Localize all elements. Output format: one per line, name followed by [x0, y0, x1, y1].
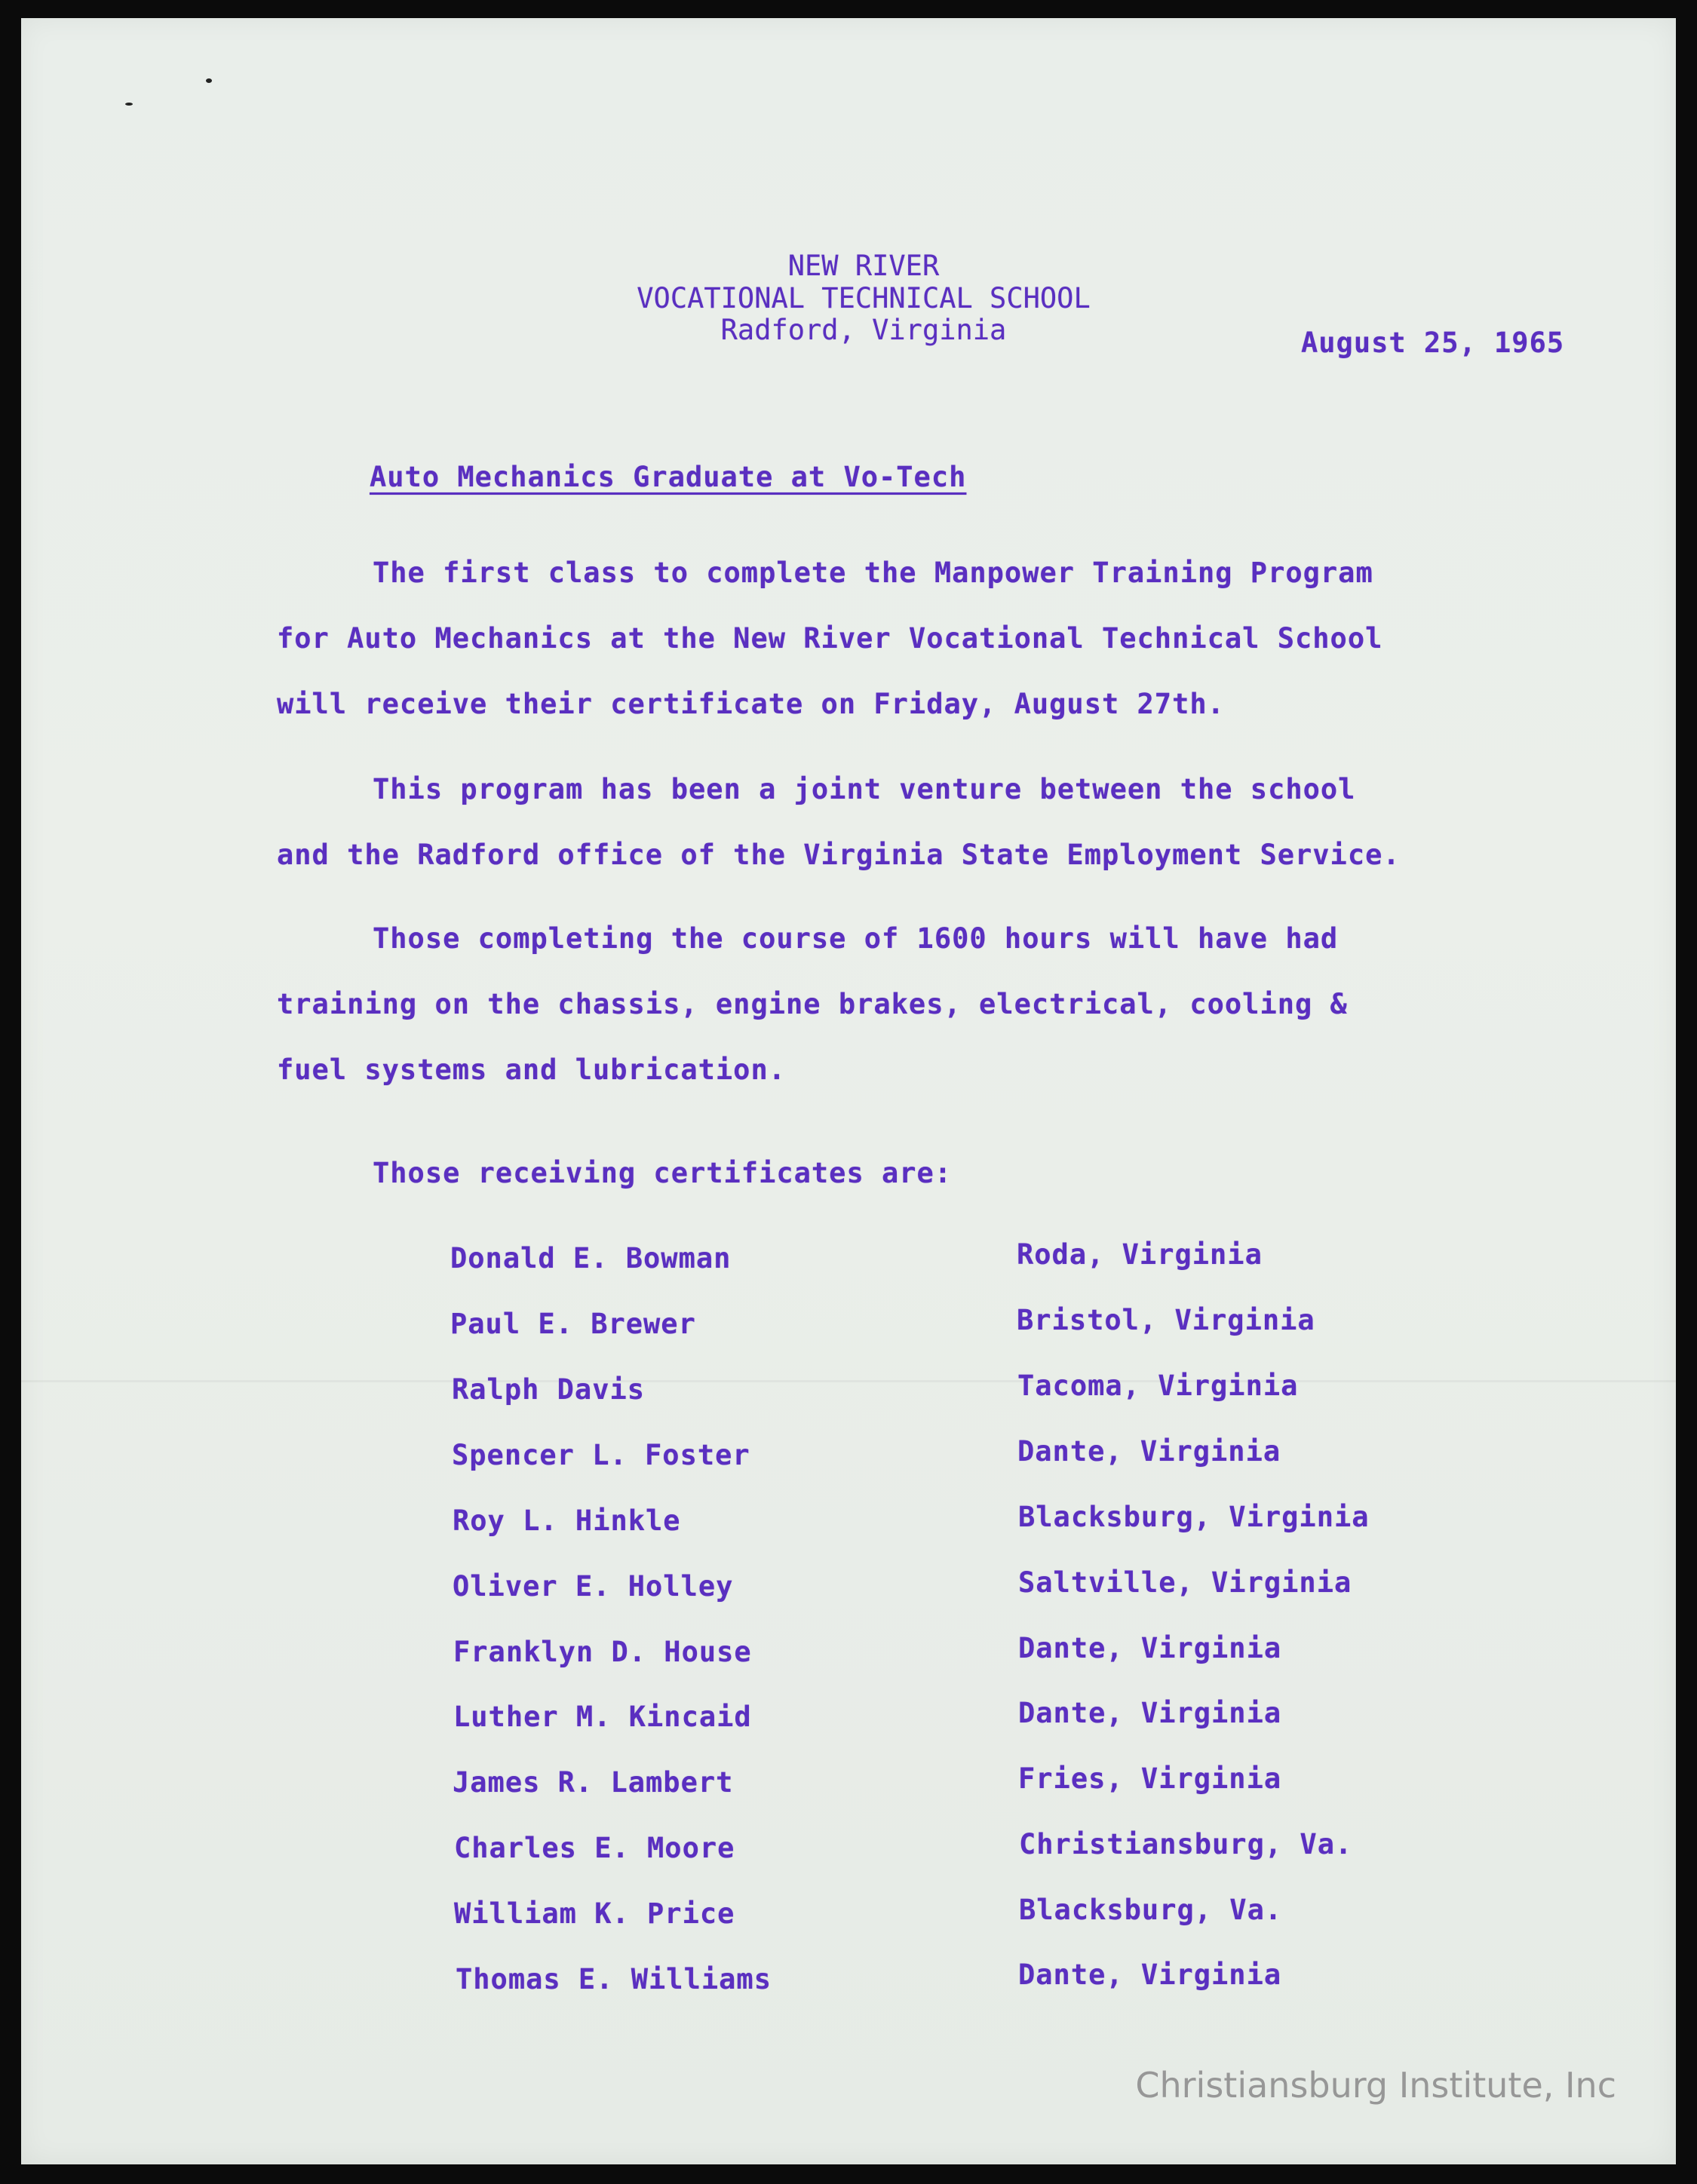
paragraph-2-line-1: This program has been a joint venture between the school [373, 773, 1356, 805]
archive-watermark: Christiansburg Institute, Inc [1135, 2065, 1616, 2106]
letter-date: August 25, 1965 [1301, 327, 1565, 359]
letterhead-school-type: VOCATIONAL TECHNICAL SCHOOL [637, 282, 1091, 314]
paragraph-3-line-3: fuel systems and lubrication. [277, 1054, 787, 1086]
graduate-name: Charles E. Moore [454, 1832, 735, 1864]
graduate-town: Christiansburg, Va. [1019, 1828, 1353, 1860]
paragraph-2-line-2: and the Radford office of the Virginia State Employment Service. [277, 839, 1401, 871]
graduate-town: Dante, Virginia [1018, 1632, 1282, 1664]
graduate-name: Thomas E. Williams [456, 1963, 772, 1995]
letterhead-location: Radford, Virginia [720, 314, 1007, 346]
paragraph-1-line-1: The first class to complete the Manpower Training Program [373, 557, 1373, 589]
graduate-name: William K. Price [454, 1897, 735, 1930]
graduate-town: Saltville, Virginia [1018, 1566, 1352, 1599]
paragraph-1-line-2: for Auto Mechanics at the New River Vocational Technical School [277, 622, 1383, 655]
graduate-town: Roda, Virginia [1017, 1238, 1263, 1271]
paper-speck [125, 103, 133, 106]
document-title: Auto Mechanics Graduate at Vo-Tech [370, 461, 967, 493]
graduate-name: Paul E. Brewer [450, 1308, 696, 1340]
graduate-town: Tacoma, Virginia [1017, 1370, 1299, 1402]
graduate-name: Oliver E. Holley [453, 1570, 734, 1603]
graduate-town: Blacksburg, Va. [1019, 1894, 1283, 1926]
graduate-town: Fries, Virginia [1018, 1762, 1282, 1795]
paper-speck [206, 78, 212, 83]
graduate-name: Luther M. Kincaid [453, 1701, 752, 1733]
graduate-town: Dante, Virginia [1018, 1959, 1282, 1991]
graduate-name: Roy L. Hinkle [453, 1505, 681, 1537]
graduate-town: Dante, Virginia [1017, 1435, 1281, 1468]
graduate-name: James R. Lambert [453, 1766, 734, 1799]
graduate-name: Spencer L. Foster [452, 1439, 750, 1471]
certificate-list-intro: Those receiving certificates are: [373, 1157, 953, 1189]
graduate-town: Bristol, Virginia [1017, 1304, 1315, 1336]
graduate-town: Blacksburg, Virginia [1018, 1501, 1370, 1533]
graduate-name: Ralph Davis [452, 1373, 646, 1406]
graduate-name: Donald E. Bowman [450, 1242, 732, 1275]
paper-fold-line [21, 1380, 1676, 1382]
paragraph-3-line-1: Those completing the course of 1600 hours will have had [373, 922, 1339, 955]
letterhead-school-name: NEW RIVER [787, 250, 940, 282]
paragraph-3-line-2: training on the chassis, engine brakes, electrical, cooling & [277, 988, 1348, 1020]
graduate-name: Franklyn D. House [453, 1636, 752, 1668]
graduate-town: Dante, Virginia [1018, 1697, 1282, 1729]
paragraph-1-line-3: will receive their certificate on Friday, August 27th. [277, 688, 1225, 720]
